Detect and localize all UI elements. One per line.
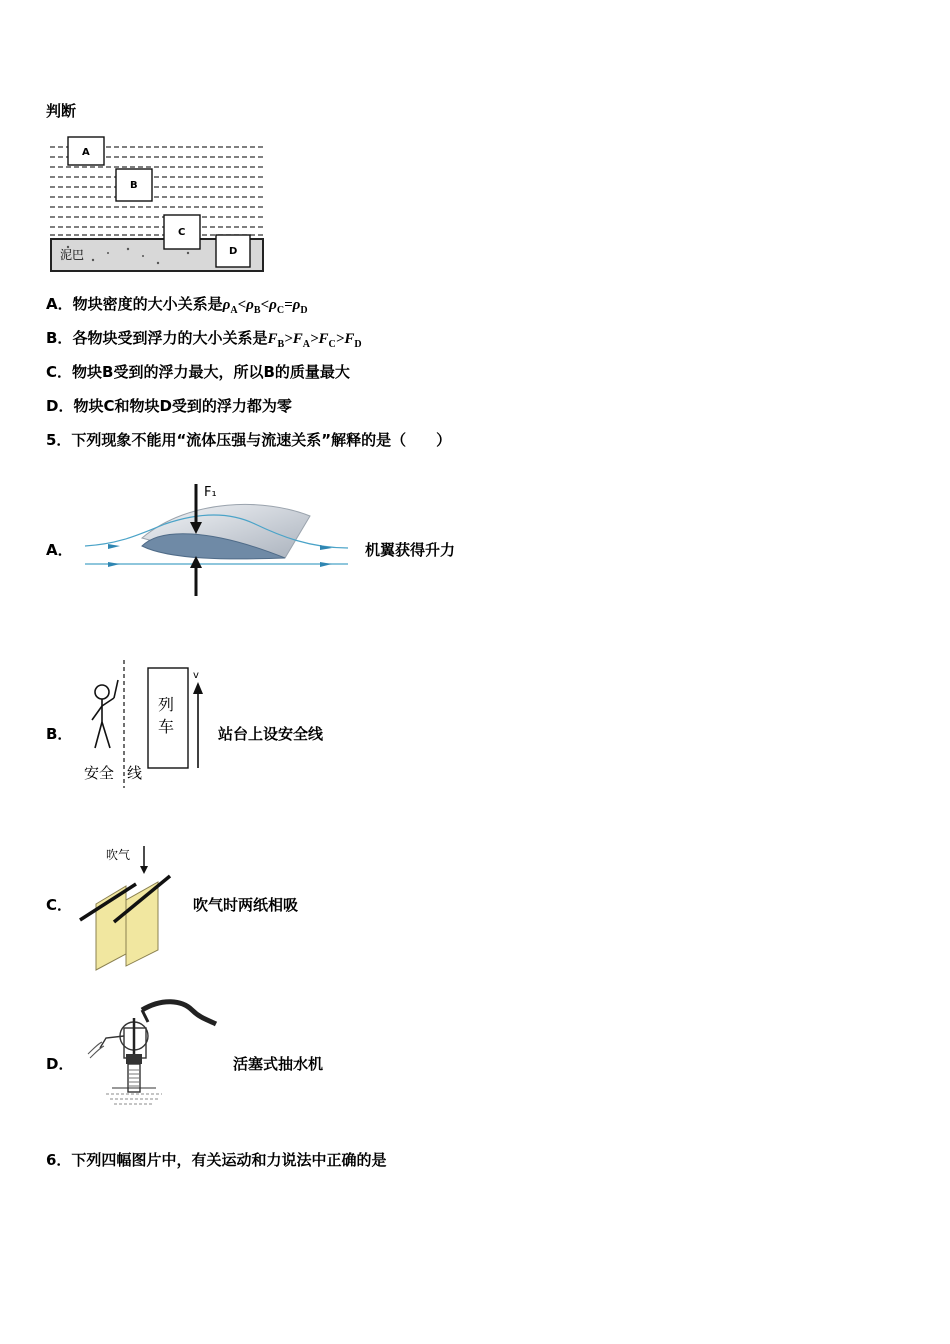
piston-pump-figure xyxy=(82,998,217,1108)
q4-option-b: B．各物块受到浮力的大小关系是$F_B>F_A>F_C>F_D$ xyxy=(46,329,362,350)
q5-option-d-text: 活塞式抽水机 xyxy=(233,1055,324,1073)
safety-label: 安全 xyxy=(84,764,115,782)
q5-option-a-text: 机翼获得升力 xyxy=(365,541,456,559)
safety-line-figure xyxy=(82,660,212,790)
blow-label: 吹气 xyxy=(106,848,131,862)
train-label-1: 列 xyxy=(158,695,175,714)
q5-option-c-letter: C． xyxy=(46,896,73,914)
q5-option-a-letter: A． xyxy=(46,541,73,559)
q6-stem: 6．下列四幅图片中，有关运动和力说法中正确的是 xyxy=(46,1151,387,1169)
q4-option-d: D．物块C和物块D受到的浮力都为零 xyxy=(46,397,292,415)
force-label-f1: F₁ xyxy=(204,485,217,500)
mud-label: 泥巴 xyxy=(60,248,85,262)
line-label: 线 xyxy=(127,764,143,782)
q5-option-c-text: 吹气时两纸相吸 xyxy=(193,896,299,914)
velocity-label: v xyxy=(193,670,199,681)
q4-option-c: C．物块B受到的浮力最大，所以B的质量最大 xyxy=(46,363,350,381)
q5-option-b-letter: B． xyxy=(46,725,73,743)
block-b-label: B xyxy=(130,180,138,191)
wing-lift-figure xyxy=(80,478,355,603)
q4-stem-tail: 判断 xyxy=(46,102,77,120)
q5-stem: 5．下列现象不能用“流体压强与流速关系”解释的是（ ） xyxy=(46,431,452,449)
paper-blow-figure xyxy=(78,842,178,972)
train-label-2: 车 xyxy=(158,717,175,736)
q5-option-d-letter: D． xyxy=(46,1055,74,1073)
block-c-label: C xyxy=(178,227,186,238)
block-d-label: D xyxy=(229,246,238,257)
block-a-label: A xyxy=(82,147,90,158)
q4-option-a: A．物块密度的大小关系是$\rho_A<\rho_B<\rho_C=\rho_D$ xyxy=(46,295,308,316)
q4-figure-blocks xyxy=(48,135,268,275)
q5-option-b-text: 站台上设安全线 xyxy=(218,725,324,743)
